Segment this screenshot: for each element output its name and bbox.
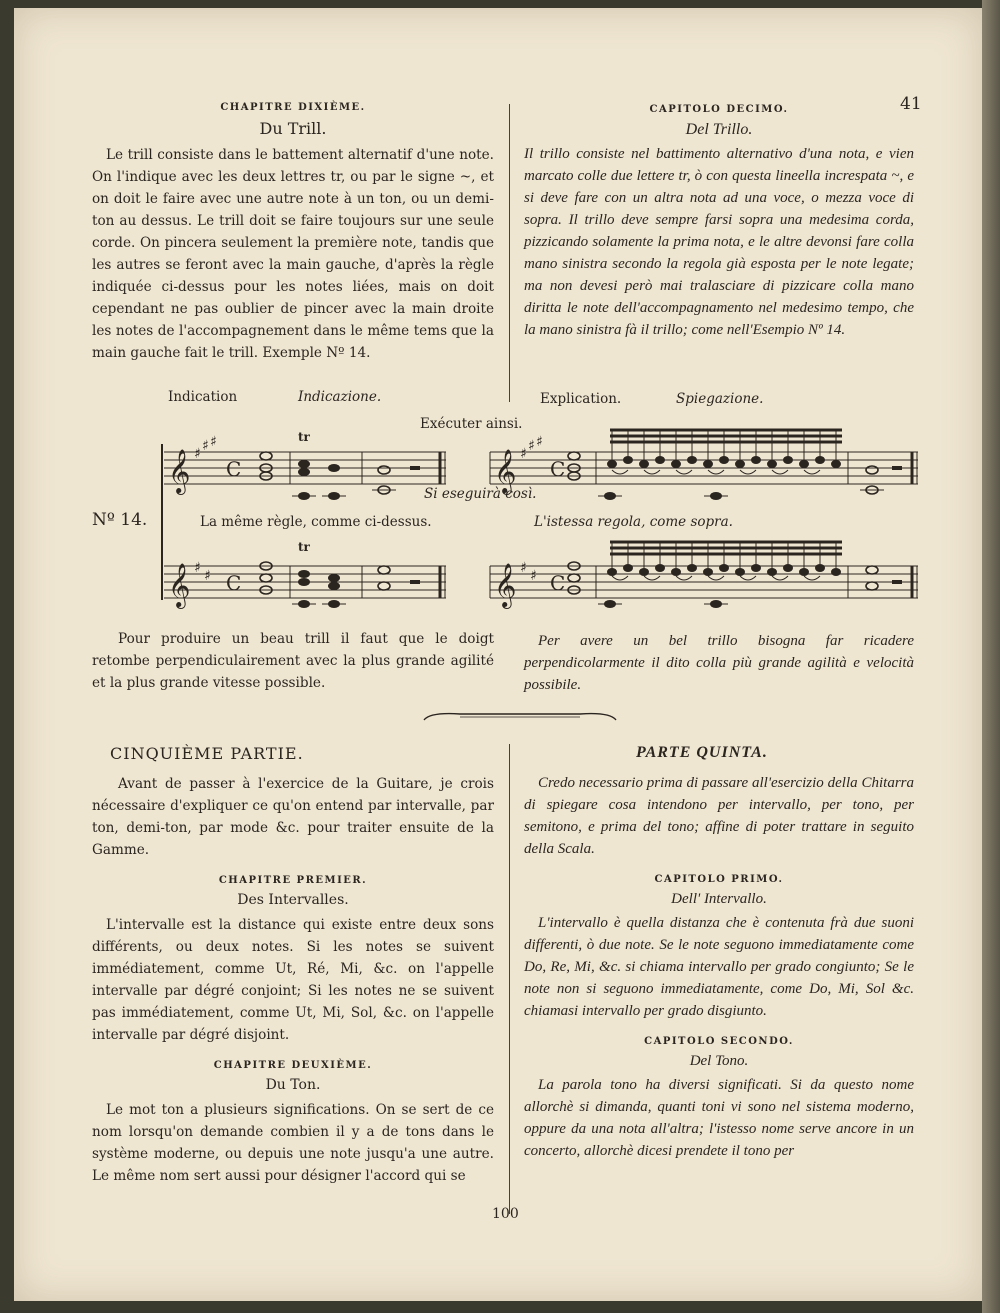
svg-text:♯: ♯ [202, 438, 209, 454]
chapter-header: CHAPITRE DIXIÈME. [220, 102, 366, 113]
part-title: CINQUIÈME PARTIE. [110, 744, 304, 763]
chapter-text: La parola tono ha diversi significati. Si da questo nome allorchè si dimanda, quanti toni vi sono nel sistema moderno, oppure da una nota all'altra; l'istesso nome serve ancore in un concerto, allorchè dicesi prendete il tono per [524, 1077, 914, 1159]
svg-text:♯: ♯ [210, 434, 217, 450]
si-eseguira-label: Si eseguirà così. [424, 486, 537, 502]
svg-text:♯: ♯ [194, 560, 201, 576]
chapter-title: Du Ton. [265, 1077, 321, 1093]
chapter-text: Le mot ton a plusieurs significations. On se sert de ce nom lorsqu'on demande combien il y a de tons dans le système moderne, ou depuis une note jusqu'a une autre. Le même nom sert aussi pour désigner l'accord qui se [92, 1102, 494, 1184]
svg-text:♯: ♯ [194, 446, 201, 462]
indication-label-it: Indicazione. [298, 389, 382, 405]
part5-fr [92, 744, 494, 1187]
chapter-header: CAPITOLO PRIMO. [654, 874, 784, 885]
example-number: Nº 14. [92, 510, 148, 530]
explication-label-fr: Explication. [540, 391, 622, 407]
meme-regle-label: La même règle, comme ci-dessus. [200, 514, 432, 530]
page-number: 41 [900, 94, 922, 114]
treble-clef-icon: 𝄞 [494, 563, 517, 607]
chapter-text: Il trillo consiste nel battimento alternativo d'una nota, e vien marcato colle due lettere tr, ò con questa lineella increspata ~, e si deve fare con un altra nota ad una voce, o mezza voce di sopra. Il trillo deve sempre farsi sopra una medesima corda, pizzicando solamente la prima nota, e le altre devonsi fare colla mano sinistra secondo la regola già esposta per le note legate; ma non devesi però mai tralasciare di pizzicare colla mano diritta le note dell'accompagnamento nel medesimo tempo, che la mano sinistra fà il trillo; come nell'Esempio Nº 14. [524, 146, 914, 338]
svg-text:♯: ♯ [528, 438, 535, 454]
treble-clef-icon: 𝄞 [168, 563, 191, 607]
chapter-title: Des Intervalles. [237, 892, 349, 908]
chapter-text: L'intervallo è quella distanza che è contenuta frà due suoni differenti, ò due note. Se le note seguono immediatamente come Do, Re, Mi, &c. si chiama intervallo per grado congiunto; Se le note non si seguono immediatamente, come Do, Mi, Sol &c. chiamasi intervallo per grado disgiunto. [524, 915, 914, 1019]
trill-advice-fr [92, 628, 494, 694]
svg-text:♯: ♯ [520, 446, 527, 462]
chapter-header: CAPITOLO DECIMO. [649, 104, 789, 115]
treble-clef-icon: 𝄞 [168, 449, 191, 493]
svg-text:C: C [226, 457, 242, 481]
svg-text:C: C [226, 571, 242, 595]
svg-text:♯: ♯ [520, 560, 527, 576]
part5-it [524, 744, 914, 1162]
chapter-header: CAPITOLO SECONDO. [644, 1036, 794, 1047]
ornament-divider [420, 706, 620, 726]
svg-text:♯: ♯ [204, 568, 211, 584]
paragraph: Per avere un bel trillo bisogna far ricadere perpendicolarmente il dito colla più grande agilità e velocità possibile. [524, 633, 914, 693]
chapter-title: Del Tono. [689, 1053, 749, 1069]
istessa-regola-label: L'istessa regola, come sopra. [534, 514, 733, 530]
svg-text:C: C [550, 457, 566, 481]
part-intro: Credo necessario prima di passare all'esercizio della Chitarra di spiegare cosa intendono per intervallo, per tono, per semitono, e prima del tono; affine di poter trattare in seguito della Scala. [524, 775, 914, 857]
svg-text:♯: ♯ [530, 568, 537, 584]
chapter-header: CHAPITRE DEUXIÈME. [213, 1060, 373, 1071]
execute-label: Exécuter ainsi. [420, 416, 523, 432]
treble-clef-icon: 𝄞 [494, 449, 517, 493]
part-title: PARTE QUINTA. [636, 744, 768, 761]
chapter-title: Dell' Intervallo. [671, 891, 767, 907]
explication-label-it: Spiegazione. [676, 391, 764, 407]
svg-text:♯: ♯ [536, 434, 543, 450]
chapter-title: Du Trill. [259, 119, 327, 138]
chapter-text: Le trill consiste dans le battement alternatif d'une note. On l'indique avec les deux lettres tr, ou par le signe ~, et on doit le faire avec une autre note à un ton, ou un demi-ton au dessus. Le trill doit se faire toujours sur une seule corde. On pincera seulement la première note, tandis que les autres se feront avec la main gauche, d'après la règle indiquée ci-dessus pour les notes liées, mais on doit cependant ne pas oublier de pincer avec la main droite les notes de l'accompagnement dans le même tems que la main gauche fait le trill. Exemple Nº 14. [92, 147, 494, 361]
trill-mark-2: tr [298, 540, 310, 554]
trill-advice-it [524, 630, 914, 696]
svg-text:C: C [550, 571, 566, 595]
chapter-text: L'intervalle est la distance qui existe entre deux sons différents, ou deux notes. Si les notes se suivent immédiatement, comme Ut, Ré, Mi, &c. on l'appelle intervalle par dégré conjoint; Si les notes ne se suivent pas immédiatement, comme Ut, Mi, Sol, &c. on l'appelle intervalle par dégré disjoint. [92, 917, 494, 1043]
staff-1-left [164, 452, 446, 484]
footer-number: 100 [492, 1206, 519, 1222]
paragraph: Pour produire un beau trill il faut que le doigt retombe perpendiculairement avec la plus grande agilité et la plus grande vitesse possible. [92, 631, 494, 691]
chapter-header: CHAPITRE PREMIER. [218, 875, 368, 886]
part-intro: Avant de passer à l'exercice de la Guitare, je crois nécessaire d'expliquer ce qu'on entend par intervalle, par ton, demi-ton, par mode &c. pour traiter ensuite de la Gamme. [92, 776, 494, 858]
chapter-title: Del Trillo. [685, 121, 753, 138]
trill-mark-1: tr [298, 430, 310, 444]
indication-label-fr: Indication [168, 389, 238, 405]
